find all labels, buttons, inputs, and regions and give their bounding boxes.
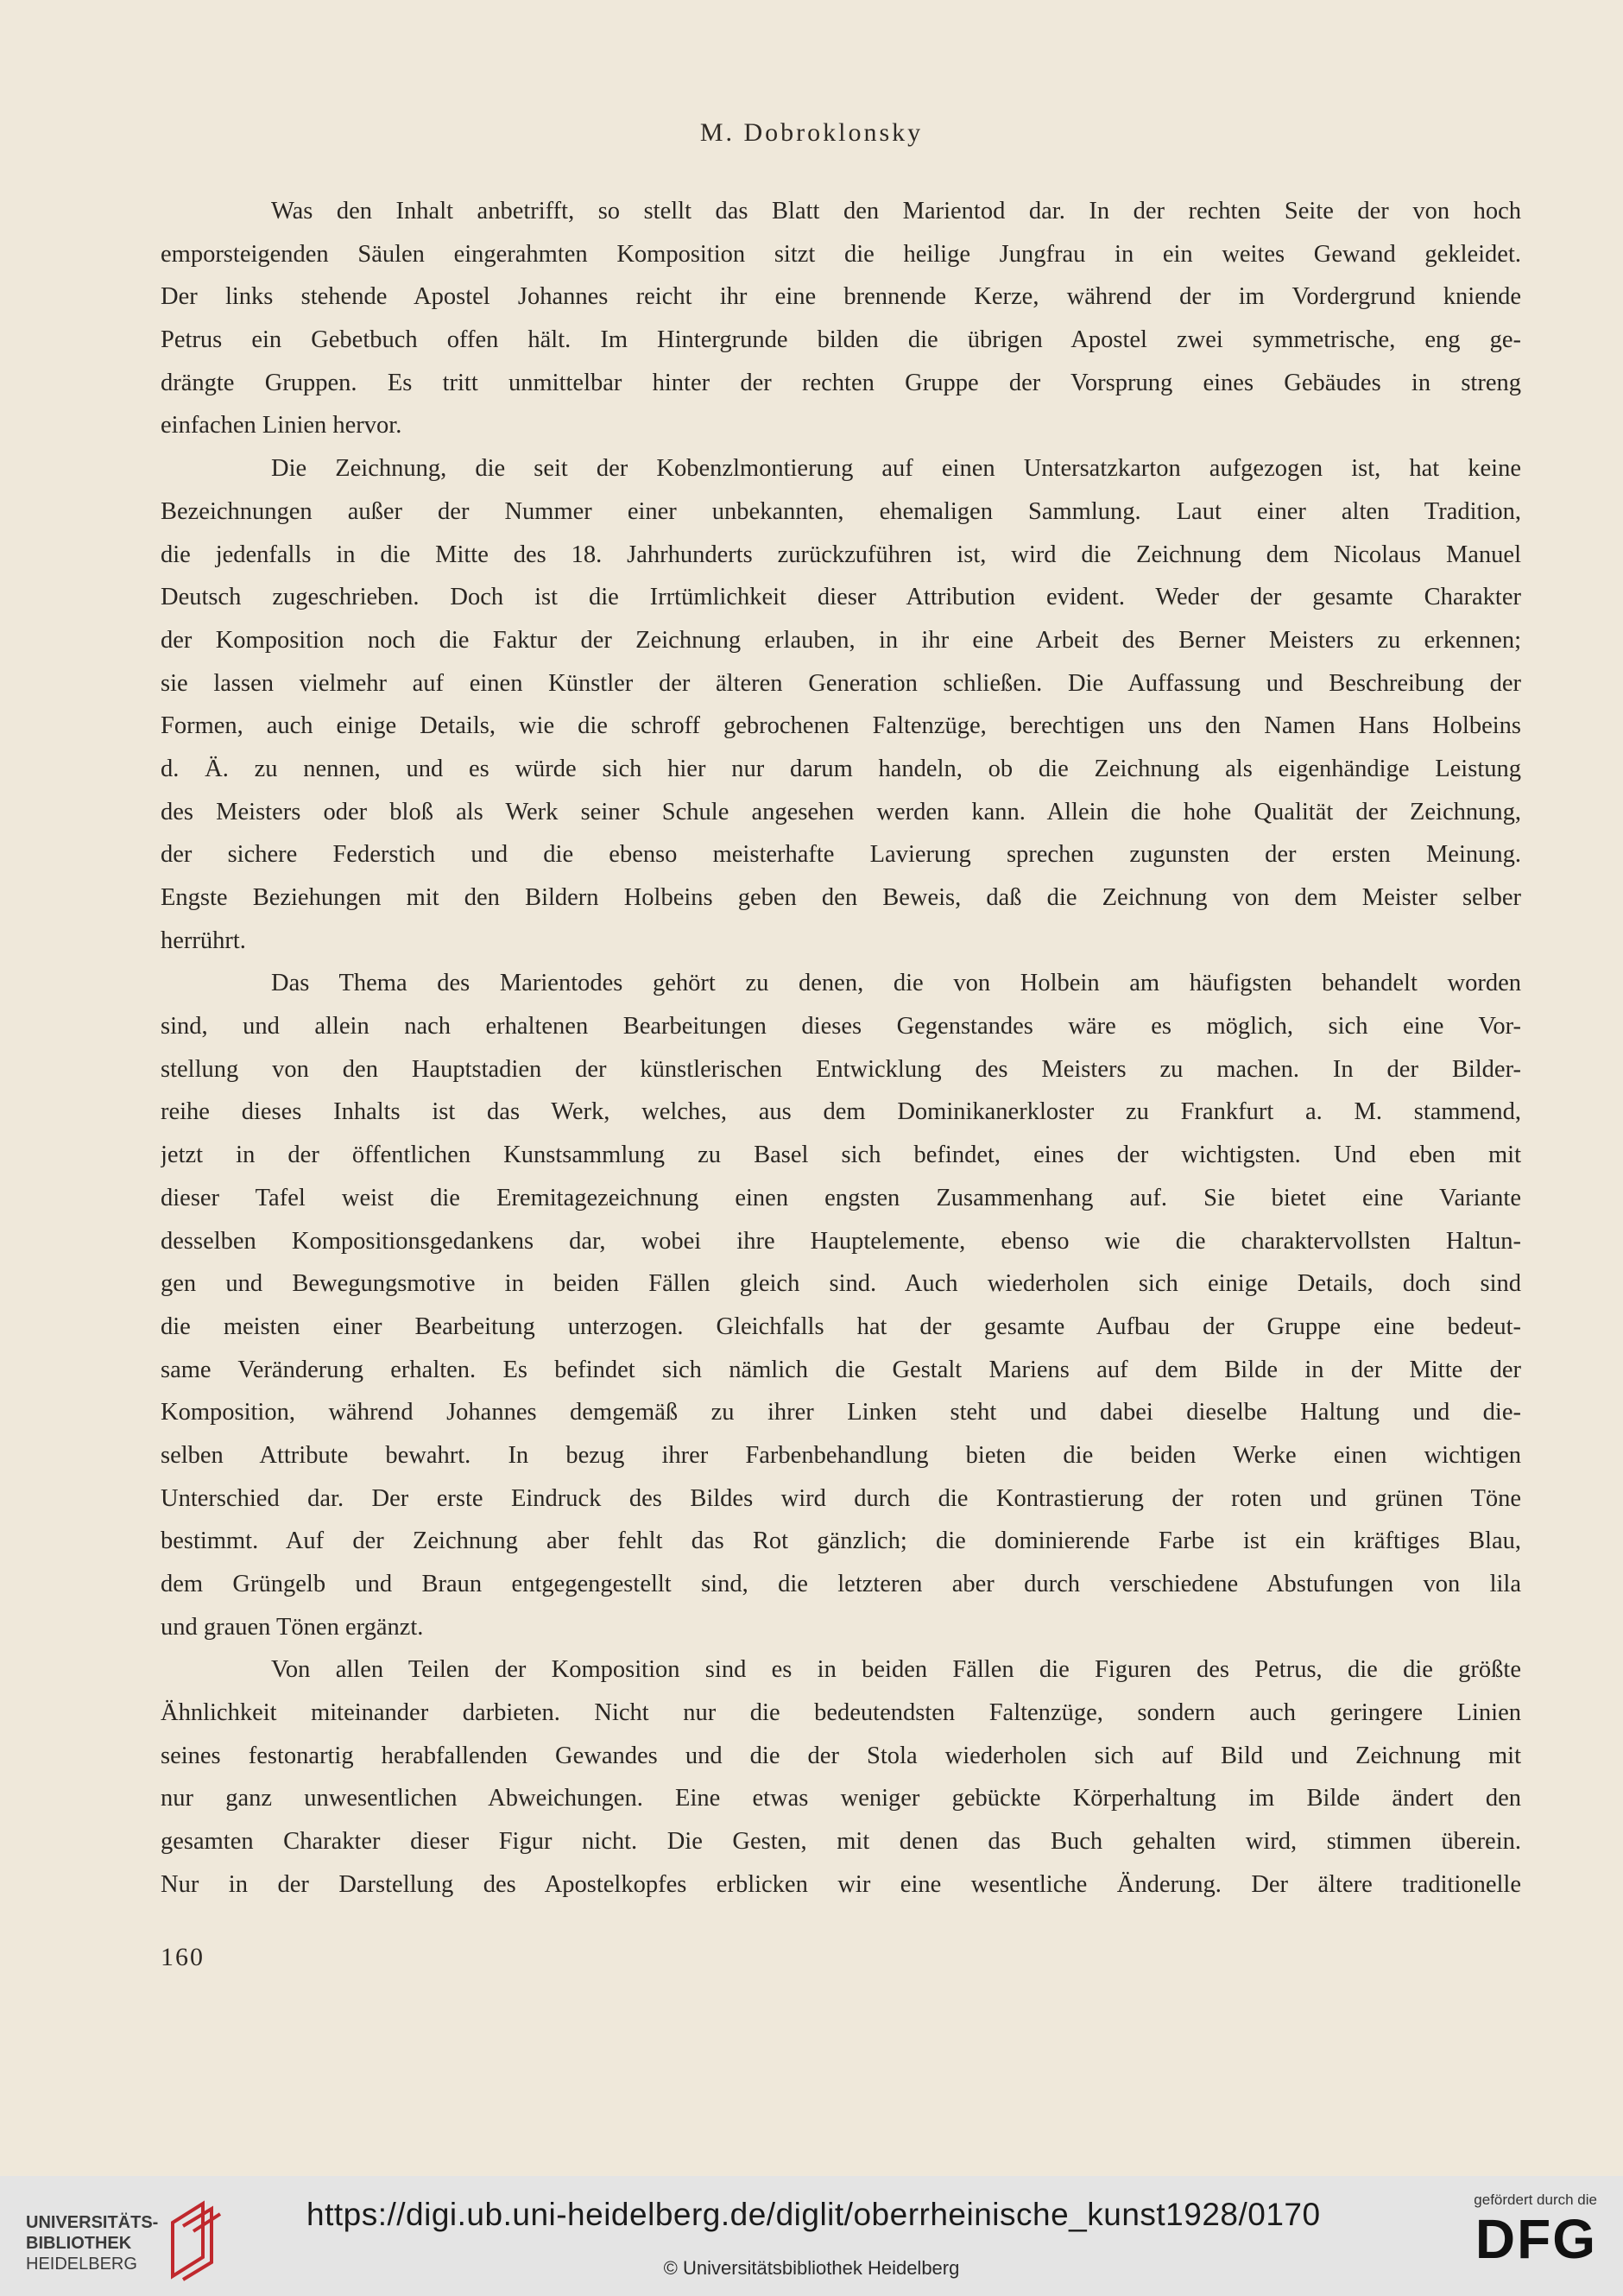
text-line: same Veränderung erhalten. Es befindet sich nämlich die Gestalt Mariens auf dem Bilde in der Mitte der (161, 1356, 1521, 1383)
text-line: Das Thema des Marientodes gehört zu denen, die von Holbein am häufigsten behandelt worden (271, 970, 1521, 997)
text-line: Der links stehende Apostel Johannes reicht ihr eine brennende Kerze, während der im Vordergrund kniende (161, 283, 1521, 311)
library-name-line2: BIBLIOTHEK (26, 2234, 132, 2253)
text-line: die jedenfalls in die Mitte des 18. Jahrhunderts zurückzuführen ist, wird die Zeichnung dem Nicolaus Manuel (161, 541, 1521, 568)
text-line: nur ganz unwesentlichen Abweichungen. Eine etwas weniger gebückte Körperhaltung im Bilde ändert den (161, 1785, 1521, 1812)
text-line: dem Grüngelb und Braun entgegengestellt sind, die letzteren aber durch verschiedene Abstufungen von lila (161, 1571, 1521, 1597)
text-line: gesamten Charakter dieser Figur nicht. Die Gesten, mit denen das Buch gehalten wird, stimmen überein. (161, 1828, 1521, 1856)
text-line: desselben Kompositionsgedankens dar, wobei ihre Hauptelemente, ebenso wie die charaktervollsten Haltun- (161, 1227, 1521, 1255)
text-line: herrührt. (161, 927, 246, 954)
text-line: des Meisters oder bloß als Werk seiner Schule angesehen werden kann. Allein die hohe Qualität der Zeichnung, (161, 798, 1521, 825)
text-line: Formen, auch einige Details, wie die schroff gebrochenen Faltenzüge, berechtigen uns den Namen Hans Holbeins (161, 712, 1521, 740)
text-line: die meisten einer Bearbeitung unterzogen. Gleichfalls hat der gesamte Aufbau der Gruppe eine bedeut- (161, 1312, 1521, 1340)
text-line: Was den Inhalt anbetrifft, so stellt das Blatt den Marientod dar. In der rechten Seite der von hoch (271, 198, 1521, 225)
library-name-line1: UNIVERSITÄTS- (26, 2213, 159, 2232)
text-line: Bezeichnungen außer der Nummer einer unbekannten, ehemaligen Sammlung. Laut einer alten Tradition, (161, 497, 1521, 525)
text-line: bestimmt. Auf der Zeichnung aber fehlt das Rot gänzlich; die dominierende Farbe ist ein kräftiges Blau, (161, 1528, 1521, 1555)
text-line: Die Zeichnung, die seit der Kobenzlmontierung auf einen Untersatzkarton aufgezogen ist, hat keine (271, 455, 1521, 483)
text-line: Deutsch zugeschrieben. Doch ist die Irrtümlichkeit dieser Attribution evident. Weder der gesamte Charakter (161, 584, 1521, 611)
page-number: 160 (161, 1943, 205, 1971)
text-line: Nur in der Darstellung des Apostelkopfes erblicken wir eine wesentliche Änderung. Der ältere traditionelle (161, 1870, 1521, 1898)
text-line: sie lassen vielmehr auf einen Künstler der älteren Generation schließen. Die Auffassung und Beschreibung der (161, 669, 1521, 697)
text-line: Unterschied dar. Der erste Eindruck des Bildes wird durch die Kontrastierung der roten und grünen Töne (161, 1484, 1521, 1512)
text-line: der sichere Federstich und die ebenso meisterhafte Lavierung sprechen zugunsten der ersten Meinung. (161, 841, 1521, 869)
text-line: emporsteigenden Säulen eingerahmten Komposition sitzt die heilige Jungfrau in ein weites Gewand gekleidet. (161, 240, 1521, 268)
dfg-wordmark: DFG (1475, 2208, 1597, 2270)
text-line: sind, und allein nach erhaltenen Bearbeitungen dieses Gegenstandes wäre es möglich, sich eine Vor- (161, 1013, 1521, 1040)
text-line: drängte Gruppen. Es tritt unmittelbar hinter der rechten Gruppe der Vorsprung eines Gebäudes in streng (161, 369, 1521, 396)
text-line: d. Ä. zu nennen, und es würde sich hier nur darum handeln, ob die Zeichnung als eigenhändige Leistung (161, 755, 1521, 782)
permalink-url[interactable]: https://digi.ub.uni-heidelberg.de/diglit/oberrheinische_kunst1928/0170 (306, 2197, 1321, 2232)
text-line: Von allen Teilen der Komposition sind es in beiden Fällen die Figuren des Petrus, die die größte (271, 1656, 1521, 1684)
text-line: dieser Tafel weist die Eremitagezeichnung einen engsten Zusammenhang auf. Sie bietet eine Variante (161, 1184, 1521, 1211)
text-line: seines festonartig herabfallenden Gewandes und die der Stola wiederholen sich auf Bild und Zeichnung mit (161, 1742, 1521, 1769)
library-name-line3: HEIDELBERG (26, 2255, 137, 2274)
dfg-logo[interactable] (1433, 2192, 1597, 2287)
text-line: Engste Beziehungen mit den Bildern Holbeins geben den Beweis, daß die Zeichnung von dem Meister selber (161, 884, 1521, 911)
text-line: jetzt in der öffentlichen Kunstsammlung zu Basel sich befindet, eines der wichtigsten. Und eben mit (161, 1142, 1521, 1169)
text-line: stellung von den Hauptstadien der künstlerischen Entwicklung des Meisters zu machen. In der Bilder- (161, 1055, 1521, 1083)
dfg-caption: gefördert durch die (1474, 2192, 1597, 2208)
paragraph (161, 962, 1521, 1648)
running-title: M. Dobroklonsky (699, 118, 924, 147)
text-line: gen und Bewegungsmotive in beiden Fällen gleich sind. Auch wiederholen sich einige Details, doch sind (161, 1270, 1521, 1298)
text-line: Petrus ein Gebetbuch offen hält. Im Hintergrunde bilden die übrigen Apostel zwei symmetrische, eng ge- (161, 326, 1521, 354)
paragraph (161, 190, 1521, 447)
text-line: Komposition, während Johannes demgemäß zu ihrer Linken steht und dabei dieselbe Haltung und die- (161, 1399, 1521, 1426)
paragraph (161, 447, 1521, 962)
text-line: Ähnlichkeit miteinander darbieten. Nicht nur die bedeutendsten Faltenzüge, sondern auch geringere Linien (161, 1699, 1521, 1727)
text-line: der Komposition noch die Faktur der Zeichnung erlauben, in ihr eine Arbeit des Berner Meisters zu erkennen; (161, 626, 1521, 654)
paragraph (161, 1648, 1521, 1906)
text-line: reihe dieses Inhalts ist das Werk, welches, aus dem Dominikanerkloster zu Frankfurt a. M. stammend, (161, 1098, 1521, 1126)
text-line: selben Attribute bewahrt. In bezug ihrer Farbenbehandlung bieten die beiden Werke einen wichtigen (161, 1441, 1521, 1469)
viewer-footer (0, 2176, 1623, 2296)
text-line: und grauen Tönen ergänzt. (161, 1613, 424, 1641)
body-text (161, 190, 1521, 1907)
text-line: einfachen Linien hervor. (161, 412, 402, 440)
copyright-notice: © Universitätsbibliothek Heidelberg (663, 2257, 960, 2279)
